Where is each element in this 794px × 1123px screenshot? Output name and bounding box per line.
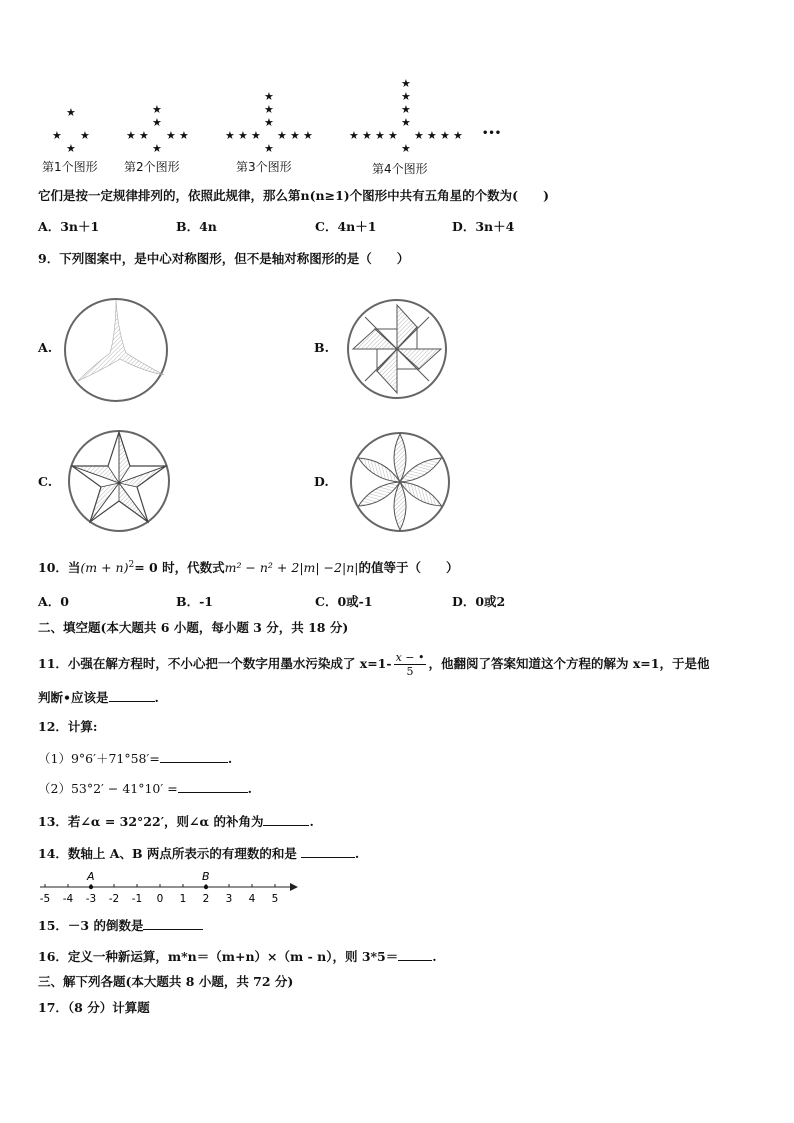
q10-expr-b: m² − n² + 2|m| −2|n| <box>224 560 359 576</box>
number-line-tick-label: -5 <box>39 893 51 905</box>
q12-item-1-text: （1）9°6′＋71°58′= <box>38 751 160 766</box>
number-line-tick-label: -1 <box>131 893 143 905</box>
point-a-marker <box>89 885 93 889</box>
q8-option-d: D．3n＋4 <box>452 219 515 234</box>
figure-label-1: 第1个图形 <box>42 160 98 174</box>
q14-answer-blank[interactable] <box>301 845 355 858</box>
q17-question: 17．（8 分）计算题 <box>38 1000 150 1015</box>
q10-option-a: A．0 <box>38 594 69 609</box>
star-icon: ★ <box>166 129 176 142</box>
star-icon: ★ <box>264 116 274 129</box>
q11-answer-blank[interactable] <box>109 689 155 702</box>
q16-question <box>38 948 437 965</box>
q10-question <box>38 557 458 576</box>
point-a-label: A <box>87 870 95 883</box>
star-icon: ★ <box>139 129 149 142</box>
star-icon: ★ <box>251 129 261 142</box>
q11-post: ，他翻阅了答案知道这个方程的解为 x=1，于是他 <box>428 656 710 671</box>
q10-equals: = 0 时，代数式 <box>134 560 225 576</box>
star-icon: ★ <box>401 103 411 116</box>
q11-fraction-denominator: 5 <box>406 665 414 678</box>
q10-expr-a-exponent: 2 <box>128 560 135 570</box>
number-line <box>36 868 298 908</box>
option-b-pinwheel-figure <box>345 297 449 401</box>
star-icon: ★ <box>225 129 235 142</box>
q10-number: 10．当 <box>38 560 81 576</box>
q12-title: 12．计算: <box>38 719 98 734</box>
star-icon: ★ <box>303 129 313 142</box>
star-icon: ★ <box>349 129 359 142</box>
section-2-heading: 二、填空题(本大题共 6 小题，每小题 3 分，共 18 分) <box>38 620 349 635</box>
star-icon: ★ <box>362 129 372 142</box>
q10-option-b: B．-1 <box>176 594 213 609</box>
q11-line-1 <box>38 651 709 678</box>
star-icon: ★ <box>152 116 162 129</box>
star-icon: ★ <box>264 103 274 116</box>
q11-fraction <box>394 651 427 678</box>
q9-label-b: B. <box>314 340 329 355</box>
star-icon: ★ <box>388 129 398 142</box>
figure-label-3: 第3个图形 <box>236 160 292 174</box>
q14-text: 14．数轴上 A、B 两点所表示的有理数的和是 <box>38 846 297 861</box>
star-icon: ★ <box>152 142 162 155</box>
point-b-label: B <box>202 870 210 883</box>
figure-label-2: 第2个图形 <box>124 160 180 174</box>
q16-answer-blank[interactable] <box>398 948 432 961</box>
q14-question <box>38 845 359 862</box>
q8-option-a: A．3n＋1 <box>38 219 100 234</box>
q12-item-1 <box>38 750 232 767</box>
number-line-tick-label: 3 <box>225 893 233 905</box>
option-c-star-figure <box>66 428 172 534</box>
star-icon: ★ <box>401 77 411 90</box>
star-icon: ★ <box>52 129 62 142</box>
star-icon: ★ <box>440 129 450 142</box>
q12-item-2-end: . <box>247 781 253 796</box>
q12-item-2-text: （2）53°2′ − 41°10′ = <box>38 781 178 796</box>
q11-fraction-numerator: x − • <box>395 651 425 664</box>
number-line-tick-label: 0 <box>156 893 164 905</box>
q16-text: 16．定义一种新运算，m*n＝（m+n）×（m - n），则 3*5＝ <box>38 949 399 964</box>
star-icon: ★ <box>401 142 411 155</box>
star-icon: ★ <box>277 129 287 142</box>
star-icon: ★ <box>414 129 424 142</box>
q12-item-1-blank[interactable] <box>160 750 228 763</box>
star-icon: ★ <box>80 129 90 142</box>
q15-text: 15．－3 的倒数是 <box>38 918 144 933</box>
star-pattern-figure <box>38 78 500 178</box>
figure-label-4: 第4个图形 <box>372 162 428 176</box>
star-icon: ★ <box>238 129 248 142</box>
q9-label-a: A. <box>38 340 53 355</box>
number-line-tick-label: 5 <box>271 893 279 905</box>
q15-answer-blank[interactable] <box>143 917 203 930</box>
q9-label-d: D. <box>314 474 329 489</box>
star-icon: ★ <box>126 129 136 142</box>
number-line-tick-label: -4 <box>62 893 74 905</box>
q16-end: . <box>432 949 437 964</box>
star-icon: ★ <box>264 142 274 155</box>
option-a-circle-figure <box>60 295 172 405</box>
q13-question <box>38 813 314 830</box>
star-icon: ★ <box>152 103 162 116</box>
star-icon: ★ <box>453 129 463 142</box>
star-icon: ★ <box>66 142 76 155</box>
q14-end: . <box>354 846 360 861</box>
point-b-marker <box>204 885 208 889</box>
q8-option-c: C．4n＋1 <box>315 219 377 234</box>
q12-item-1-end: . <box>227 751 233 766</box>
q10-option-c: C．0或-1 <box>315 594 373 609</box>
q9-label-c: C. <box>38 474 53 489</box>
star-icon: ★ <box>66 106 76 119</box>
q11-line-2 <box>38 689 159 706</box>
ellipsis: ••• <box>482 128 502 139</box>
q8-option-b: B．4n <box>176 219 217 234</box>
star-icon: ★ <box>179 129 189 142</box>
q13-text: 13．若∠α = 32°22′，则∠α 的补角为 <box>38 814 264 829</box>
number-line-tick-label: 4 <box>248 893 256 905</box>
q13-end: . <box>309 814 314 829</box>
q11-line2-text: 判断•应该是 <box>38 690 109 705</box>
option-d-flower-figure <box>348 430 452 534</box>
star-icon: ★ <box>427 129 437 142</box>
number-line-tick-label: -3 <box>85 893 97 905</box>
q13-answer-blank[interactable] <box>263 813 309 826</box>
star-icon: ★ <box>401 90 411 103</box>
number-line-tick-label: 2 <box>202 893 210 905</box>
number-line-tick-label: 1 <box>179 893 187 905</box>
number-line-tick-label: -2 <box>108 893 120 905</box>
q12-item-2 <box>38 780 252 797</box>
section-3-heading: 三、解下列各题(本大题共 8 小题，共 72 分) <box>38 974 294 989</box>
star-icon: ★ <box>375 129 385 142</box>
q9-question: 9．下列图案中，是中心对称图形，但不是轴对称图形的是（ ） <box>38 251 410 266</box>
q8-question: 它们是按一定规律排列的，依照此规律，那么第n(n≥1)个图形中共有五角星的个数为( ) <box>38 188 550 203</box>
q10-tail: 的值等于（ ） <box>358 560 459 576</box>
q10-expr-a: (m + n) <box>80 560 129 576</box>
q15-question <box>38 917 203 934</box>
q12-item-2-blank[interactable] <box>178 780 248 793</box>
q11-end: . <box>154 690 159 705</box>
star-icon: ★ <box>264 90 274 103</box>
q10-option-d: D．0或2 <box>452 594 506 609</box>
star-icon: ★ <box>290 129 300 142</box>
q11-pre: 11．小强在解方程时，不小心把一个数字用墨水污染成了 x=1- <box>38 656 392 671</box>
star-icon: ★ <box>401 116 411 129</box>
